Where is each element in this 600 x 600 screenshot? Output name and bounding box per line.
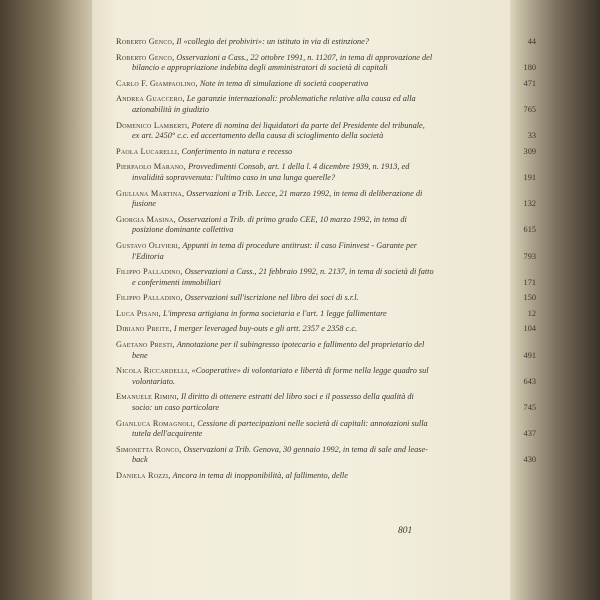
index-entry — [116, 293, 536, 304]
entry-author: Paola Lucarelli, — [116, 146, 180, 156]
entry-title: Il «collegio dei probiviri»: un istituto in via di estinzione? — [176, 37, 369, 46]
entry-page-number: 437 — [523, 429, 536, 439]
entry-author: Carlo F. Giampaolino, — [116, 78, 198, 88]
entry-author: Simonetta Ronco, — [116, 444, 182, 454]
entry-title: Osservazioni a Cass., 21 febbraio 1992, n. 2137, in tema di società di fatto e conferimenti immobiliari — [132, 267, 434, 287]
entry-page-number: 12 — [527, 308, 536, 318]
entry-author: Luca Pisani, — [116, 308, 161, 318]
index-entry — [116, 78, 536, 90]
entry-author: Giorgia Masina, — [116, 214, 176, 224]
entry-title: Annotazione per il subingresso ipotecario e fallimento del proprietario del bene — [132, 340, 425, 360]
entry-title: Provvedimenti Consob, art. 1 della l. 4 dicembre 1939, n. 1913, ed invalidità sopravvenuta: l'ultimo caso in una lunga querelle? — [132, 162, 410, 182]
entry-title: Cessione di partecipazioni nelle società di capitali: annotazioni sulla tutela dell'acquirente — [132, 418, 428, 439]
index-entry — [116, 240, 536, 262]
entry-page-number: 309 — [523, 146, 536, 156]
entry-page-number: 615 — [523, 225, 536, 235]
index-entry — [116, 308, 536, 320]
entry-page-number: 44 — [527, 37, 536, 46]
index-entry — [116, 324, 536, 335]
entry-author: Pierpaolo Marano, — [116, 162, 186, 172]
entry-title: L'impresa artigiana in forma societaria e l'art. 1 legge fallimentare — [162, 308, 387, 318]
entry-page-number: 430 — [523, 455, 536, 465]
entry-author: Andrea Guaccero, — [116, 94, 185, 104]
entry-author: Dibiano Preite, — [116, 324, 172, 334]
index-entry — [116, 267, 536, 288]
entry-title: I merger leveraged buy-outs e gli artt. 2357 e 2358 c.c. — [173, 324, 358, 334]
entry-author: Filippo Palladino, — [116, 267, 183, 277]
index-entry — [116, 94, 536, 115]
index-entry — [116, 366, 536, 387]
entry-author: Emanuele Rimini, — [116, 392, 179, 402]
entry-page-number: 745 — [523, 403, 536, 413]
entry-author: Domenico Lamberti, — [116, 120, 190, 130]
book-left-edge — [0, 0, 92, 600]
entry-page-number: 171 — [523, 277, 536, 287]
entry-title: Osservazioni sull'iscrizione nel libro dei soci di s.r.l. — [184, 293, 359, 303]
entry-author: Roberto Genco, — [116, 52, 175, 62]
index-entry — [116, 340, 536, 361]
index-entry — [116, 52, 536, 74]
entry-page-number: 180 — [523, 63, 536, 73]
entry-page-number: 191 — [523, 172, 536, 182]
entry-page-number: 104 — [523, 324, 536, 334]
entry-author: Gaetano Presti, — [116, 340, 175, 350]
entry-author: Gianluca Romagnoli, — [116, 418, 196, 428]
entry-title: Le garanzie internazionali: problematiche relative alla causa ed alla azionabilità in giudizio — [132, 94, 416, 114]
index-entry — [116, 418, 536, 440]
entry-author: Daniela Rozzi, — [116, 471, 171, 480]
entry-title: Conferimento in natura e recesso — [181, 146, 293, 156]
index-entry — [116, 392, 536, 413]
entry-title: Note in tema di simulazione di società cooperativa — [199, 78, 369, 88]
entry-title: Potere di nomina dei liquidatori da parte del Presidente del tribunale, ex art. 2450° c.c. ed accertamento della causa di scioglimento della società — [132, 120, 425, 141]
entry-author: Giuliana Martina, — [116, 188, 185, 198]
entry-page-number: 132 — [523, 199, 536, 209]
index-entry — [116, 188, 536, 210]
entry-page-number: 471 — [523, 78, 536, 88]
page-folio: 801 — [398, 526, 413, 536]
entry-title: Osservazioni a Cass., 22 ottobre 1991, n. 11207, in tema di approvazione del bilancio e appropriazione indebita degli amministratori di società di capitali — [132, 52, 433, 73]
entry-title: Ancora in tema di inopponibilità, al fallimento, delle — [172, 471, 348, 480]
entry-title: «Cooperative» di volontariato e libertà di forme nella legge quadro sul volontariato. — [132, 366, 429, 386]
entry-title: Il diritto di ottenere estratti del libro soci e il possesso della qualità di socio: un caso particolare — [132, 392, 414, 413]
index-entry — [116, 37, 536, 48]
entry-page-number: 793 — [523, 251, 536, 261]
entry-title: Osservazioni a Trib. di primo grado CEE, 10 marzo 1992, in tema di posizione dominante collettiva — [132, 214, 407, 235]
index-entry — [116, 146, 536, 158]
entry-title: Osservazioni a Trib. Lecce, 21 marzo 1992, in tema di deliberazione di fusione — [132, 188, 423, 209]
entry-author: Gustavo Olivieri, — [116, 240, 181, 250]
entry-author: Nicola Riccardelli, — [116, 366, 190, 376]
entry-title: Osservazioni a Trib. Genova, 30 gennaio 1992, in tema di sale and lease-back — [132, 444, 428, 465]
entry-title: Appunti in tema di procedure antitrust: il caso Fininvest - Garante per l'Editoria — [132, 240, 418, 261]
entry-page-number: 33 — [527, 131, 536, 141]
index-entries — [116, 37, 536, 487]
index-entry — [116, 120, 536, 142]
entry-page-number: 150 — [523, 293, 536, 303]
index-entry — [116, 444, 536, 466]
entry-page-number: 765 — [523, 104, 536, 114]
entry-page-number: 643 — [523, 376, 536, 386]
entry-page-number: 491 — [523, 350, 536, 360]
index-entry — [116, 214, 536, 236]
index-entry — [116, 162, 536, 183]
entry-author: Filippo Palladino, — [116, 293, 183, 303]
entry-author: Roberto Genco, — [116, 37, 175, 46]
index-entry — [116, 471, 434, 482]
